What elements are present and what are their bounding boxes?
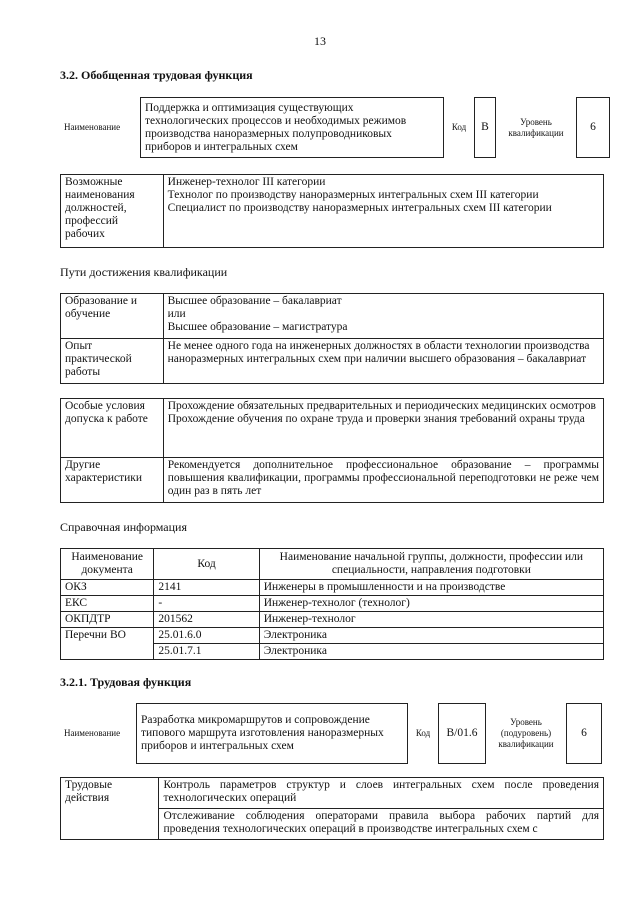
ref-name: Инженеры в промышленности и на производстве bbox=[259, 580, 603, 596]
education-line: Высшее образование – бакалавриат bbox=[167, 295, 342, 307]
positions-table bbox=[60, 174, 604, 248]
labor-function-table bbox=[60, 703, 602, 764]
education-line: или bbox=[167, 308, 186, 320]
lf-code-value: B/01.6 bbox=[439, 704, 486, 764]
table-row bbox=[61, 612, 604, 628]
ref-col-code: Код bbox=[154, 549, 259, 580]
ref-name: Инженер-технолог (технолог) bbox=[259, 596, 603, 612]
gen-code-label: Код bbox=[451, 122, 467, 132]
lf-name-label: Наименование bbox=[64, 728, 121, 738]
ref-code: 201562 bbox=[154, 612, 259, 628]
other-label: Другие характеристики bbox=[61, 458, 164, 503]
special-value bbox=[163, 399, 603, 458]
ref-doc bbox=[61, 644, 154, 660]
ref-doc: ЕКС bbox=[61, 596, 154, 612]
page-number: 13 bbox=[314, 34, 326, 48]
education-line: Высшее образование – магистратура bbox=[167, 321, 348, 333]
ref-code: 2141 bbox=[154, 580, 259, 596]
ref-name: Электроника bbox=[259, 628, 603, 644]
education-value bbox=[163, 294, 603, 339]
position-item: Технолог по производству наноразмерных интегральных схем III категории bbox=[167, 189, 539, 201]
ref-doc: ОКЗ bbox=[61, 580, 154, 596]
lf-name-value: Разработка микромаршрутов и сопровождение типового маршрута изготовления наноразмерных приборов и интегральных схем bbox=[137, 704, 408, 764]
ref-col-name: Наименование начальной группы, должности, профессии или специальности, направления подготовки bbox=[259, 549, 603, 580]
ref-doc: ОКПДТР bbox=[61, 612, 154, 628]
education-label: Образование и обучение bbox=[61, 294, 164, 339]
ref-code: 25.01.7.1 bbox=[154, 644, 259, 660]
positions-label: Возможные наименования должностей, профессий рабочих bbox=[61, 175, 164, 248]
experience-label: Опыт практической работы bbox=[61, 339, 164, 384]
lf-level-label: Уровень (подуровень) квалификации bbox=[498, 717, 554, 749]
ref-code: - bbox=[154, 596, 259, 612]
gen-level-label: Уровень квалификации bbox=[508, 116, 564, 138]
ref-doc: Перечни ВО bbox=[61, 628, 154, 644]
gen-name-value: Поддержка и оптимизация существующих технологических процессов и необходимых режимов производства наноразмерных полупроводниковых приборов и интегральных схем bbox=[141, 98, 444, 158]
actions-label: Трудовые действия bbox=[61, 778, 159, 840]
lf-level-value: 6 bbox=[567, 704, 602, 764]
special-line: Прохождение обязательных предварительных и периодических медицинских осмотров bbox=[167, 400, 596, 412]
gen-function-heading: 3.2. Обобщенная трудовая функция bbox=[60, 68, 253, 82]
action-item: Отслеживание соблюдения операторами правила выбора рабочих партий для проведения технологических операций в производстве интегральных схем с bbox=[159, 809, 604, 840]
conditions-table bbox=[60, 398, 604, 503]
reference-heading: Справочная информация bbox=[60, 520, 187, 534]
reference-table bbox=[60, 548, 604, 660]
paths-heading: Пути достижения квалификации bbox=[60, 265, 228, 279]
labor-function-heading: 3.2.1. Трудовая функция bbox=[60, 675, 192, 689]
action-item: Контроль параметров структур и слоев интегральных схем после проведения технологических операций bbox=[159, 778, 604, 809]
other-value: Рекомендуется дополнительное профессиональное образование – программы повышения квалификации, программы профессиональной переподготовки не реже чем один раз в пять лет bbox=[163, 458, 603, 503]
gen-name-label: Наименование bbox=[64, 122, 121, 132]
table-row bbox=[61, 628, 604, 644]
gen-level-value: 6 bbox=[577, 98, 610, 158]
special-label: Особые условия допуска к работе bbox=[61, 399, 164, 458]
ref-col-doc: Наименование документа bbox=[61, 549, 154, 580]
experience-value: Не менее одного года на инженерных должностях в области технологии производства наноразмерных интегральных схем при наличии высшего образования – бакалавриат bbox=[163, 339, 603, 384]
ref-code: 25.01.6.0 bbox=[154, 628, 259, 644]
ref-name: Электроника bbox=[259, 644, 603, 660]
table-row bbox=[61, 580, 604, 596]
qualification-paths-table bbox=[60, 293, 604, 384]
lf-code-label: Код bbox=[415, 728, 431, 738]
gen-code-value: B bbox=[475, 98, 496, 158]
position-item: Специалист по производству наноразмерных интегральных схем III категории bbox=[167, 202, 552, 214]
special-line: Прохождение обучения по охране труда и проверки знания требований охраны труда bbox=[167, 413, 585, 425]
gen-function-table bbox=[60, 97, 610, 158]
positions-list bbox=[163, 175, 603, 248]
actions-table bbox=[60, 777, 604, 840]
ref-name: Инженер-технолог bbox=[259, 612, 603, 628]
table-row bbox=[61, 596, 604, 612]
table-row bbox=[61, 644, 604, 660]
position-item: Инженер-технолог III категории bbox=[167, 176, 326, 188]
